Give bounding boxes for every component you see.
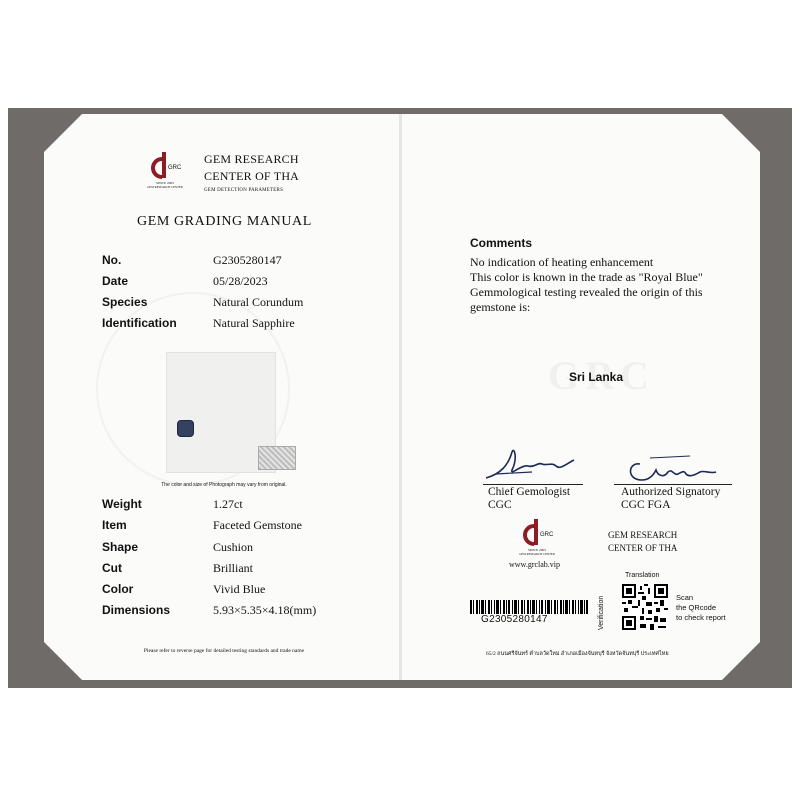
- detail-label-item: Item: [102, 518, 127, 532]
- org-name-line2: CENTER OF THA: [204, 169, 300, 183]
- authorized-signatory-signature: [620, 452, 720, 486]
- qr-hint: [676, 593, 726, 623]
- comment-line-2: This color is known in the trade as "Royal Blue": [470, 270, 703, 284]
- detail-value-identification: Natural Sapphire: [213, 316, 295, 330]
- photo-disclaimer: The color and size of Photograph may vary from original.: [161, 482, 287, 488]
- signature-line-2: [614, 484, 732, 485]
- detail-value-cut: Brilliant: [213, 561, 253, 575]
- org-name-right: [608, 529, 677, 555]
- detail-label-cut: Cut: [102, 561, 122, 575]
- comment-line-4: gemstone is:: [470, 300, 531, 314]
- detail-value-species: Natural Corundum: [213, 295, 304, 309]
- document-title: GEM GRADING MANUAL: [137, 214, 312, 229]
- logo-monogram: GRC: [168, 165, 182, 171]
- verification-label: Verification: [598, 595, 605, 630]
- detail-value-shape: Cushion: [213, 540, 254, 554]
- signature-line-1: [483, 484, 583, 485]
- qr-hint-line2: the QRcode: [676, 603, 717, 612]
- detail-label-shape: Shape: [102, 540, 139, 554]
- qr-hint-line1: Scan: [676, 593, 694, 602]
- detail-value-item: Faceted Gemstone: [213, 518, 302, 532]
- barcode-number: G2305280147: [481, 614, 548, 625]
- reverse-page-note: Please refer to reverse page for detailed testing standards and trade name: [143, 648, 305, 654]
- detail-label-date: Date: [102, 274, 129, 288]
- org-name-right-line1: GEM RESEARCH: [608, 530, 678, 540]
- comments-title: Comments: [470, 236, 533, 250]
- detail-value-date: 05/28/2023: [213, 274, 268, 288]
- org-name-line1: GEM RESEARCH: [204, 152, 299, 166]
- chief-gemologist-org: CGC: [488, 499, 512, 511]
- detail-label-no: No.: [102, 253, 122, 267]
- logo-right-monogram: GRC: [540, 532, 554, 538]
- org-name-right-line2: CENTER OF THA: [608, 543, 678, 553]
- chief-gemologist-signature: [482, 444, 582, 484]
- website-link[interactable]: www.grclab.vip: [509, 560, 561, 569]
- origin-country: Sri Lanka: [569, 370, 624, 384]
- gemstone-image: [177, 420, 194, 437]
- authorized-signatory-org: CGC FGA: [621, 499, 671, 511]
- detail-value-no: G2305280147: [213, 253, 282, 267]
- qr-caption: Translation: [625, 572, 660, 579]
- logo-sub: GEM RESEARCH CENTER: [147, 185, 183, 189]
- detail-value-color: Vivid Blue: [213, 582, 266, 596]
- qr-hint-line3: to check report: [676, 613, 726, 622]
- detail-label-weight: Weight: [102, 497, 142, 511]
- detail-value-dimensions: 5.93×5.35×4.18(mm): [213, 603, 317, 617]
- qr-code-icon[interactable]: [622, 584, 668, 630]
- report-barcode: [470, 600, 588, 614]
- detail-label-dimensions: Dimensions: [102, 603, 171, 617]
- logo-since: SINCE 2005: [156, 181, 174, 185]
- detail-label-identification: Identification: [102, 316, 177, 330]
- comment-line-1: No indication of heating enhancement: [470, 255, 654, 269]
- logo-right-since: SINCE 2005: [528, 548, 546, 552]
- chief-gemologist-title: Chief Gemologist: [488, 486, 571, 498]
- detail-label-species: Species: [102, 295, 148, 309]
- detail-label-color: Color: [102, 582, 134, 596]
- authorized-signatory-title: Authorized Signatory: [621, 486, 721, 498]
- hologram-sticker: [258, 446, 296, 470]
- logo-right-sub: GEM RESEARCH CENTER: [519, 552, 555, 556]
- org-tagline: GEM DETECTION PARAMETERS: [204, 188, 284, 193]
- comment-line-3: Gemmological testing revealed the origin of this: [470, 285, 703, 299]
- address: 65/2 ถนนศรีจันทร์ ตำบลวัดใหม่ อำเภอเมืองจันทบุรี จังหวัดจันทบุรี ประเทศไทย: [486, 651, 669, 657]
- detail-value-weight: 1.27ct: [213, 497, 243, 511]
